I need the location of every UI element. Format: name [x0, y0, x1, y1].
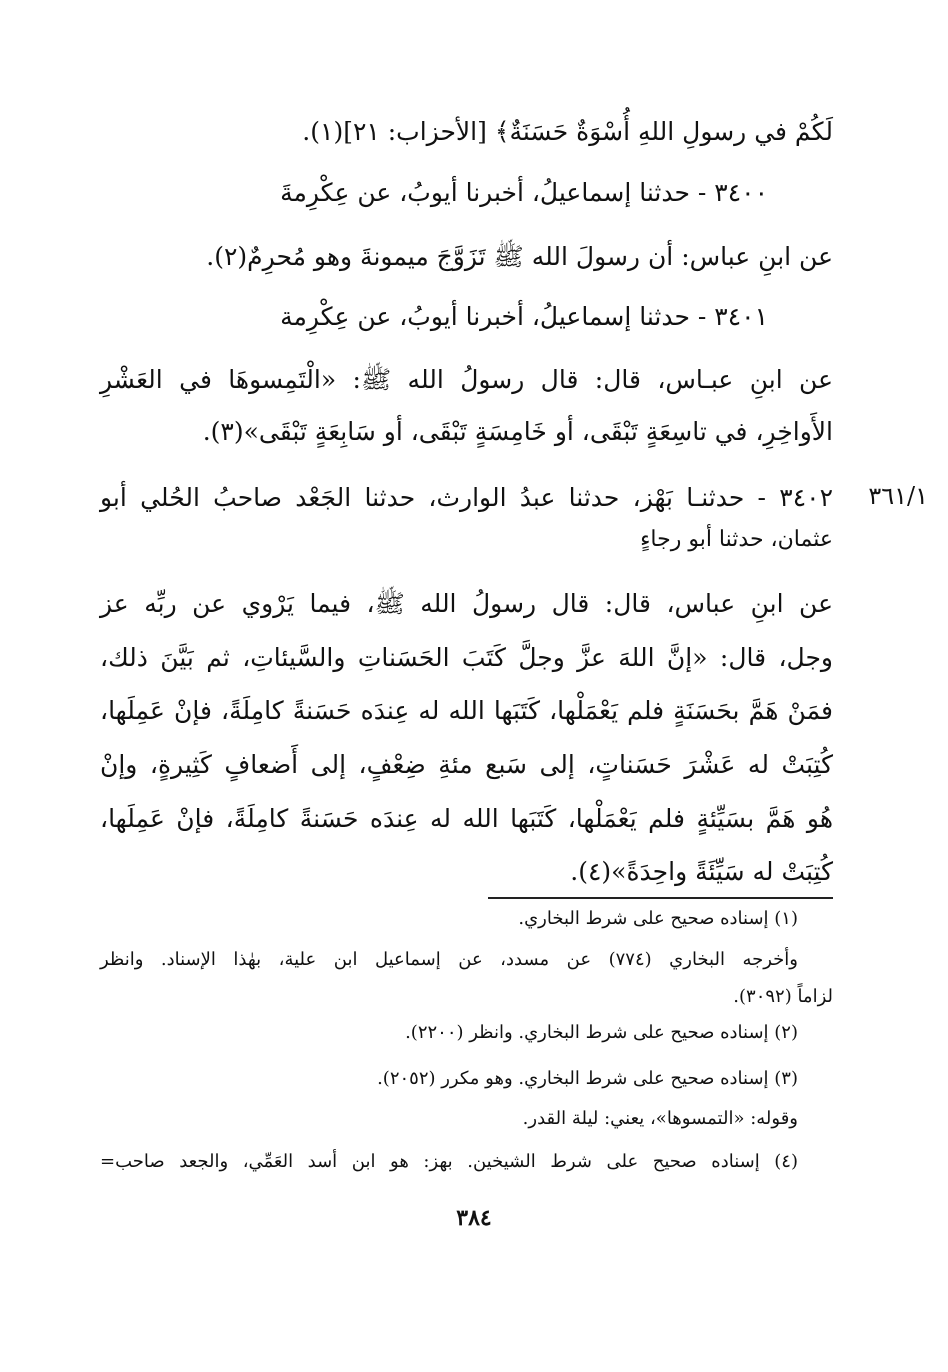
footnote-1-continuation-2: لزاماً (٣٠٩٢). [733, 986, 833, 1007]
hadith-3402-matn-line-4: كُتِبَتْ له عَشْرَ حَسَناتٍ، إلى سَبع مئةِ ضِعْفٍ، إلى أَضعافٍ كَثِيرةٍ، وإنْ [100, 750, 833, 779]
hadith-3401-matn-line-1: عن ابنِ عبـاس، قال: قال رسولُ الله ﷺ: «الْتَمِسوهَا في العَشْرِ [100, 365, 833, 394]
hadith-3402-matn-line-3: فمَنْ هَمَّ بحَسَنَةٍ فلم يَعْمَلْها، كَتَبَها الله له عِندَه حَسَنةً كامِلَةً، فإنْ عَمِلَها، [100, 696, 833, 725]
footnote-separator [488, 897, 833, 899]
hadith-3402-matn-line-6: كُتِبَتْ له سَيِّئَةً واحِدَةً»(٤). [570, 857, 833, 886]
hadith-3400-isnad: ٣٤٠٠ - حدثنا إسماعيلُ، أخبرنا أيوبُ، عن عِكْرِمةَ [280, 178, 768, 207]
hadith-3401-matn-line-2: الأَواخِرِ، في تاسِعَةٍ تَبْقَى، أو خَامِسَةٍ تَبْقَى، أو سَابِعَةٍ تَبْقَى»(٣). [202, 417, 833, 446]
footnote-1-continuation: وأخرجه البخاري (٧٧٤) عن مسدد، عن إسماعيل ابن علية، بهٰذا الإسناد. وانظر [100, 949, 798, 970]
footnote-3-continuation: وقوله: «التمسوها»، يعني: ليلة القدر. [522, 1108, 798, 1129]
footnote-2: (٢) إسناده صحيح على شرط البخاري. وانظر (٢٢٠٠). [405, 1022, 798, 1043]
hadith-3402-matn-line-1: عن ابنِ عباس، قال: قال رسولُ الله ﷺ، فيما يَرْوي عن ربِّه عز [100, 589, 833, 618]
page-number: ٣٨٤ [456, 1205, 492, 1231]
margin-reference: ٣٦١/١ [868, 482, 928, 510]
hadith-3402-isnad-line-1: ٣٤٠٢ - حدثنـا بَهْز، حدثنا عبدُ الوارث، حدثنا الجَعْد صاحبُ الحُلي أبو [100, 483, 833, 512]
hadith-3402-matn-line-5: هُو هَمَّ بسَيِّئةٍ فلم يَعْمَلْها، كَتَبَها الله له عِندَه حَسَنةً كامِلَةً، فإنْ عَمِلَها، [100, 804, 833, 833]
text-line-quran-verse: لَكُمْ في رسولِ اللهِ أُسْوَةٌ حَسَنَةٌ﴾ [الأحزاب: ٢١](١). [302, 117, 833, 146]
hadith-3400-matn: عن ابنِ عباس: أن رسولَ الله ﷺ تَزَوَّجَ ميمونةَ وهو مُحرِمٌ(٢). [206, 242, 833, 271]
hadith-3401-isnad: ٣٤٠١ - حدثنا إسماعيلُ، أخبرنا أيوبُ، عن عِكْرِمة [280, 302, 768, 331]
footnote-3: (٣) إسناده صحيح على شرط البخاري. وهو مكرر (٢٠٥٢). [377, 1068, 798, 1089]
footnote-1: (١) إسناده صحيح على شرط البخاري. [518, 908, 798, 929]
hadith-3402-matn-line-2: وجل، قال: «إنَّ اللهَ عزَّ وجلَّ كَتَبَ الحَسَناتِ والسَّيئاتِ، ثم بَيَّنَ ذلك، [100, 643, 833, 672]
hadith-3402-isnad-line-2: عثمان، حدثنا أبو رجاءٍ [640, 527, 833, 552]
footnote-4: (٤) إسناده صحيح على شرط الشيخين. بهز: هو ابن أسد العَمِّي، والجعد صاحب= [100, 1151, 798, 1172]
